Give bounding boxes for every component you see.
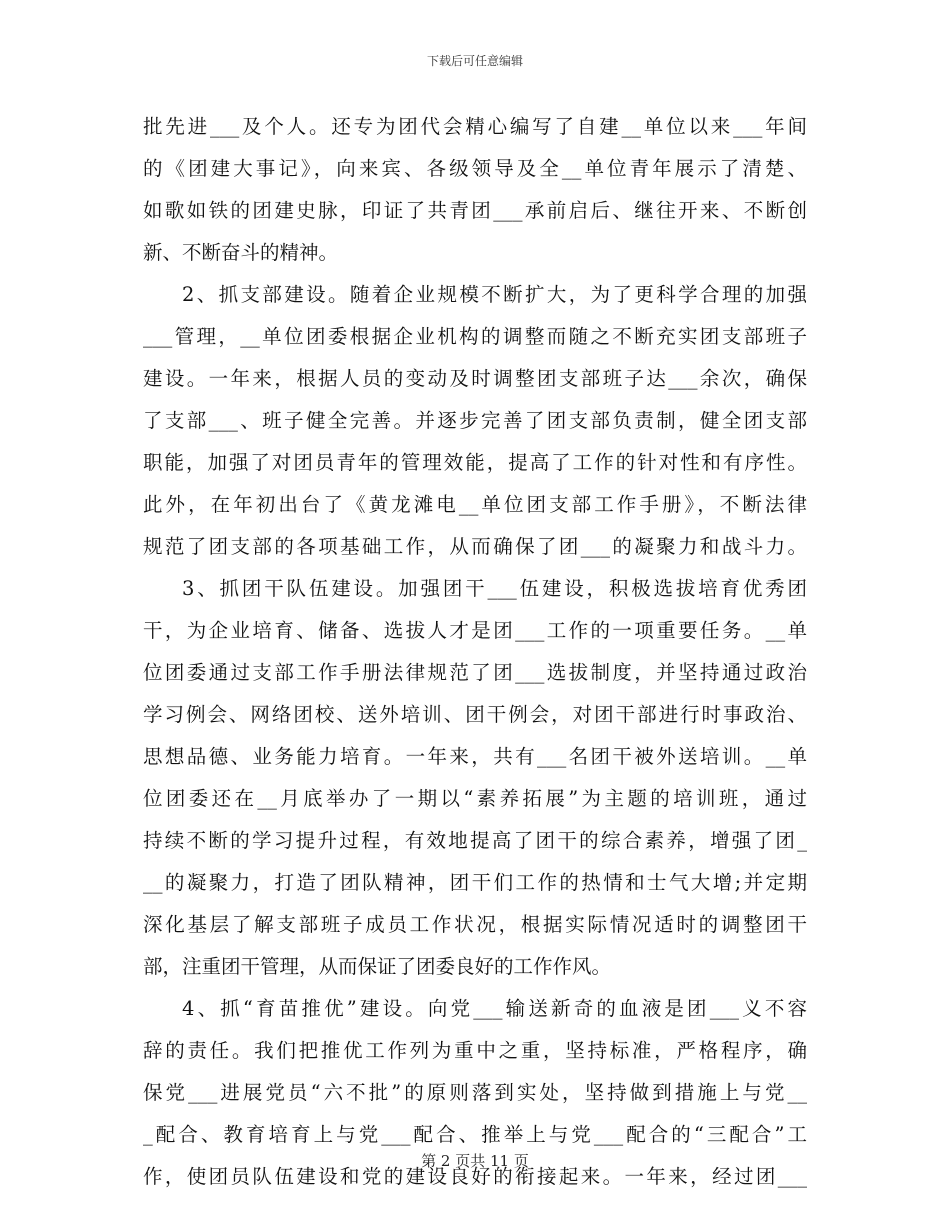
text-line: 如歌如铁的团建史脉，印证了共青团___承前启后、继往开来、不断创 (143, 199, 807, 222)
text-line: 规范了团支部的各项基础工作，从而确保了团___的凝聚力和战斗力。 (143, 535, 807, 558)
paragraph-start-line: 4、抓“育苗推优”建设。向党___输送新奇的血液是团___义不容 (182, 997, 807, 1020)
text-line: 学习例会、网络团校、送外培训、团干例会，对团干部进行时事政治、 (143, 703, 807, 726)
text-line: 干，为企业培育、储备、选拔人才是团___工作的一项重要任务。__单 (143, 619, 807, 642)
text-line: 此外，在年初出台了《黄龙滩电__单位团支部工作手册》，不断法律 (143, 493, 807, 516)
text-line: 了支部___、班子健全完善。并逐步完善了团支部负责制，健全团支部 (143, 409, 807, 432)
paragraph-start-line: 2、抓支部建设。随着企业规模不断扩大，为了更科学合理的加强 (182, 283, 807, 306)
text-line: 部，注重团干管理，从而保证了团委良好的工作作风。 (143, 955, 612, 978)
text-line: __的凝聚力，打造了团队精神，团干们工作的热情和士气大增;并定期 (143, 871, 807, 894)
text-line: 持续不断的学习提升过程，有效地提高了团干的综合素养，增强了团_ (143, 829, 807, 852)
text-line: 辞的责任。我们把推优工作列为重中之重，坚持标准，严格程序，确 (143, 1039, 807, 1062)
document-body (143, 106, 807, 1198)
text-line: 职能，加强了对团员青年的管理效能，提高了工作的针对性和有序性。 (143, 451, 807, 474)
page-header: 下载后可任意编辑 (426, 54, 523, 68)
text-line: 思想品德、业务能力培育。一年来，共有___名团干被外送培训。__单 (143, 745, 807, 768)
text-line: 位团委通过支部工作手册法律规范了团___选拔制度，并坚持通过政治 (143, 661, 807, 684)
text-line: 作，使团员队伍建设和党的建设良好的衔接起来。一年来，经过团___ (143, 1165, 807, 1188)
page-number-footer: 第 2 页共 11 页 (421, 1152, 529, 1170)
text-line: 新、不断奋斗的精神。 (143, 241, 339, 264)
text-line: _配合、教育培育上与党___配合、推举上与党___配合的“三配合”工 (143, 1123, 807, 1146)
text-line: 深化基层了解支部班子成员工作状况，根据实际情况适时的调整团干 (143, 913, 807, 936)
text-line: 批先进___及个人。还专为团代会精心编写了自建__单位以来___年间 (143, 115, 807, 138)
text-line: 位团委还在__月底举办了一期以“素养拓展”为主题的培训班，通过 (143, 787, 807, 810)
text-line: ___管理，__单位团委根据企业机构的调整而随之不断充实团支部班子 (143, 325, 807, 348)
text-line: 保党___进展党员“六不批”的原则落到实处，坚持做到措施上与党__ (143, 1081, 807, 1104)
text-line: 建设。一年来，根据人员的变动及时调整团支部班子达___余次，确保 (143, 367, 807, 390)
text-line: 的《团建大事记》，向来宾、各级领导及全__单位青年展示了清楚、 (143, 157, 807, 180)
paragraph-start-line: 3、抓团干队伍建设。加强团干___伍建设，积极选拔培育优秀团 (182, 577, 807, 600)
